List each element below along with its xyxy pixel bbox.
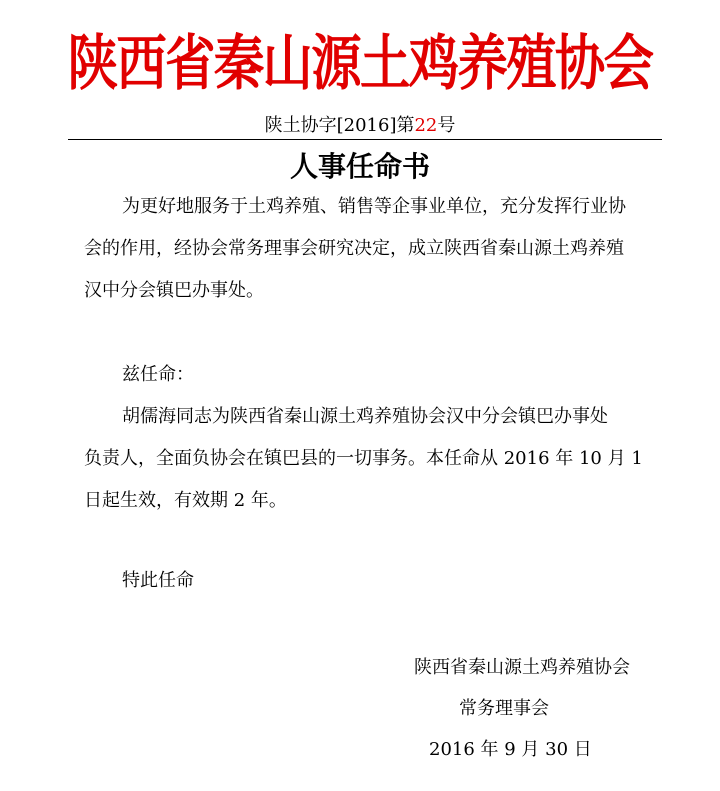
paragraph-line: 汉中分会镇巴办事处。 [84,280,264,301]
signature-department: 常务理事会 [459,698,549,719]
appointment-heading: 兹任命： [122,364,194,385]
appointment-heading-block [84,354,644,396]
header-divider-line [68,139,662,140]
closing-statement: 特此任命 [122,570,194,591]
paragraph-line: 为更好地服务于土鸡养殖、销售等企事业单位，充分发挥行业协 [122,196,626,217]
paragraph-line: 负责人，全面负协会在镇巴县的一切事务。本任命从 2016 年 10 月 1 [84,448,643,469]
paragraph-establishment [84,186,644,312]
closing-block [84,560,644,602]
signature-date: 2016 年 9 月 30 日 [429,739,592,760]
document-number-prefix: 陕土协字[2016]第 [264,115,415,136]
document-number [0,114,720,138]
signature-organization: 陕西省秦山源土鸡养殖协会 [414,657,630,678]
document-title: 人事任命书 [289,150,430,183]
paragraph-line: 会的作用，经协会常务理事会研究决定，成立陕西省秦山源土鸡养殖 [84,238,624,259]
paragraph-line: 胡儒海同志为陕西省秦山源土鸡养殖协会汉中分会镇巴办事处 [122,406,608,427]
document-number-value: 22 [414,115,438,136]
paragraph-line: 日起生效，有效期 2 年。 [84,490,287,511]
document-number-suffix: 号 [437,115,456,136]
paragraph-appointment [84,396,644,522]
organization-header-title: 陕西省秦山源土鸡养殖协会 [67,29,653,99]
